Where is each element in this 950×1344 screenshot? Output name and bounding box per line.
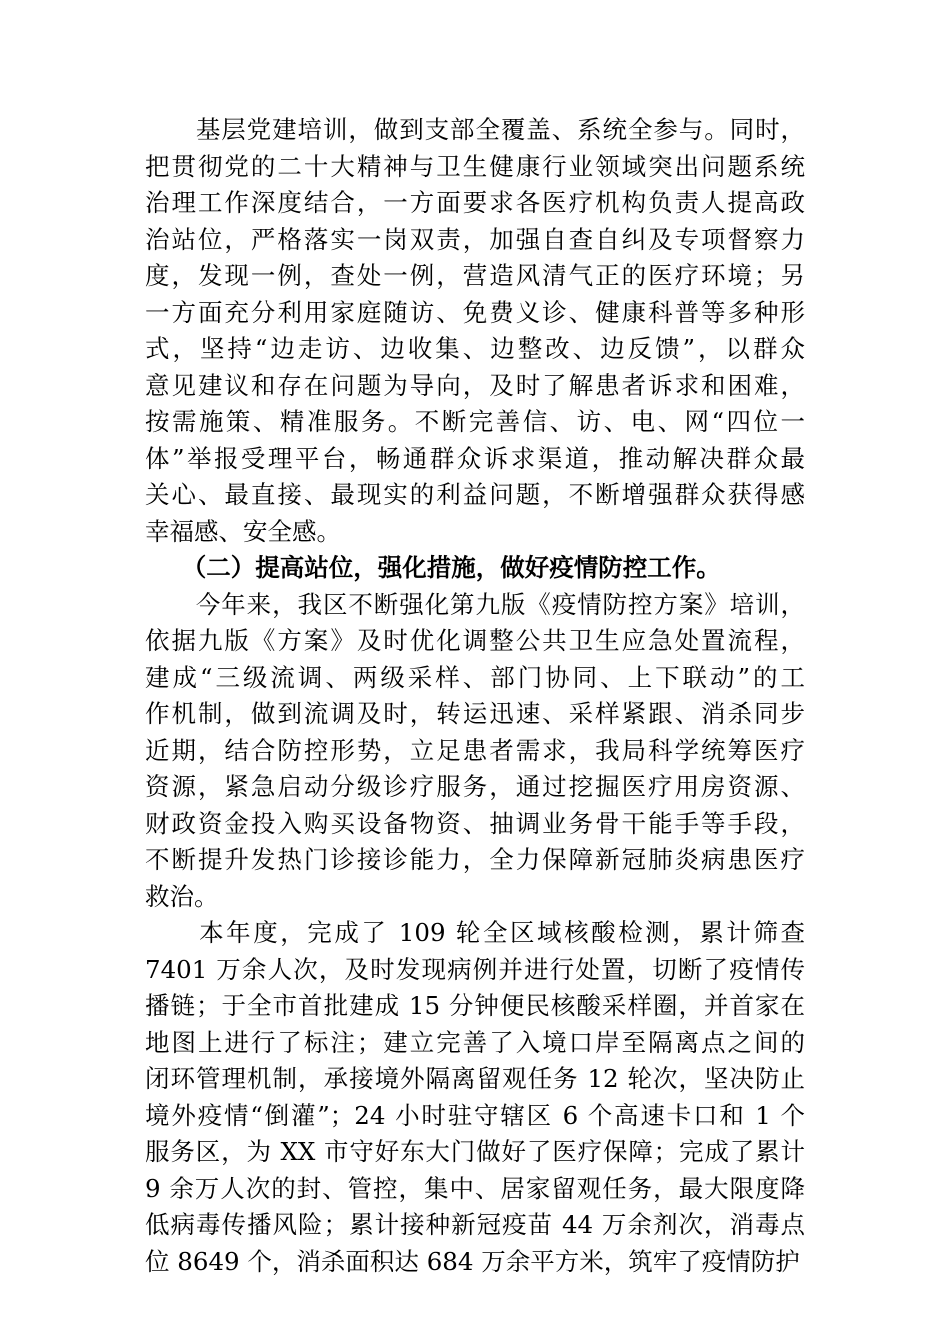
- text-line: 服务区，为 XX 市守好东大门做好了医疗保障；完成了累计: [145, 1137, 805, 1166]
- text-line: 治理工作深度结合，一方面要求各医疗机构负责人提高政: [145, 188, 805, 217]
- text-line: 式，坚持“边走访、边收集、边整改、边反馈”，以群众: [145, 334, 805, 363]
- text-line: 按需施策、精准服务。不断完善信、访、电、网“四位一: [145, 407, 805, 436]
- section-heading: [145, 550, 805, 587]
- text-line: 依据九版《方案》及时优化调整公共卫生应急处置流程，: [145, 626, 805, 655]
- text-line: 7401 万余人次，及时发现病例并进行处置，切断了疫情传: [145, 954, 805, 984]
- body-paragraph: [145, 112, 805, 550]
- text-line: 体”举报受理平台，畅通群众诉求渠道，推动解决群众最: [145, 443, 805, 473]
- body-paragraph: [145, 587, 805, 916]
- text-line: 闭环管理机制，承接境外隔离留观任务 12 轮次，坚决防止: [145, 1064, 805, 1093]
- document-body: [145, 112, 805, 1280]
- text-line: 资源，紧急启动分级诊疗服务，通过挖掘医疗用房资源、: [145, 772, 805, 801]
- text-line: 救治。: [145, 881, 219, 911]
- text-line: 低病毒传播风险；累计接种新冠疫苗 44 万余剂次，消毒点: [145, 1210, 805, 1239]
- text-line: 一方面充分利用家庭随访、免费义诊、健康科普等多种形: [145, 297, 805, 327]
- text-line: 本年度，完成了 109 轮全区域核酸检测，累计筛查: [145, 918, 805, 947]
- text-line: （二）提高站位，强化措施，做好疫情防控工作。: [145, 553, 721, 582]
- text-line: 不断提升发热门诊接诊能力，全力保障新冠肺炎病患医疗: [145, 845, 805, 874]
- text-line: 把贯彻党的二十大精神与卫生健康行业领域突出问题系统: [145, 151, 805, 181]
- text-line: 近期，结合防控形势，立足患者需求，我局科学统筹医疗: [145, 735, 805, 765]
- text-line: 作机制，做到流调及时，转运迅速、采样紧跟、消杀同步: [145, 699, 805, 728]
- text-line: 治站位，严格落实一岗双责，加强自查自纠及专项督察力: [145, 224, 805, 254]
- text-line: 意见建议和存在问题为导向，及时了解患者诉求和困难，: [145, 370, 805, 400]
- text-line: 关心、最直接、最现实的利益问题，不断增强群众获得感: [145, 480, 805, 509]
- text-line: 财政资金投入购买设备物资、抽调业务骨干能手等手段，: [145, 808, 805, 838]
- text-line: 建成“三级流调、两级采样、部门协同、上下联动”的工: [145, 662, 805, 692]
- body-paragraph: [145, 915, 805, 1280]
- text-line: 度，发现一例，查处一例，营造风清气正的医疗环境；另: [145, 261, 805, 290]
- text-line: 播链；于全市首批建成 15 分钟便民核酸采样圈，并首家在: [145, 991, 805, 1020]
- text-line: 境外疫情“倒灌”；24 小时驻守辖区 6 个高速卡口和 1 个: [145, 1100, 805, 1130]
- text-line: 今年来，我区不断强化第九版《疫情防控方案》培训，: [145, 589, 805, 619]
- text-line: 基层党建培训，做到支部全覆盖、系统全参与。同时，: [145, 115, 805, 144]
- text-line: 9 余万人次的封、管控，集中、居家留观任务，最大限度降: [145, 1173, 805, 1203]
- text-line: 幸福感、安全感。: [145, 516, 341, 546]
- text-line: 地图上进行了标注；建立完善了入境口岸至隔离点之间的: [145, 1027, 805, 1057]
- text-line: 位 8649 个，消杀面积达 684 万余平方米，筑牢了疫情防护: [145, 1246, 800, 1276]
